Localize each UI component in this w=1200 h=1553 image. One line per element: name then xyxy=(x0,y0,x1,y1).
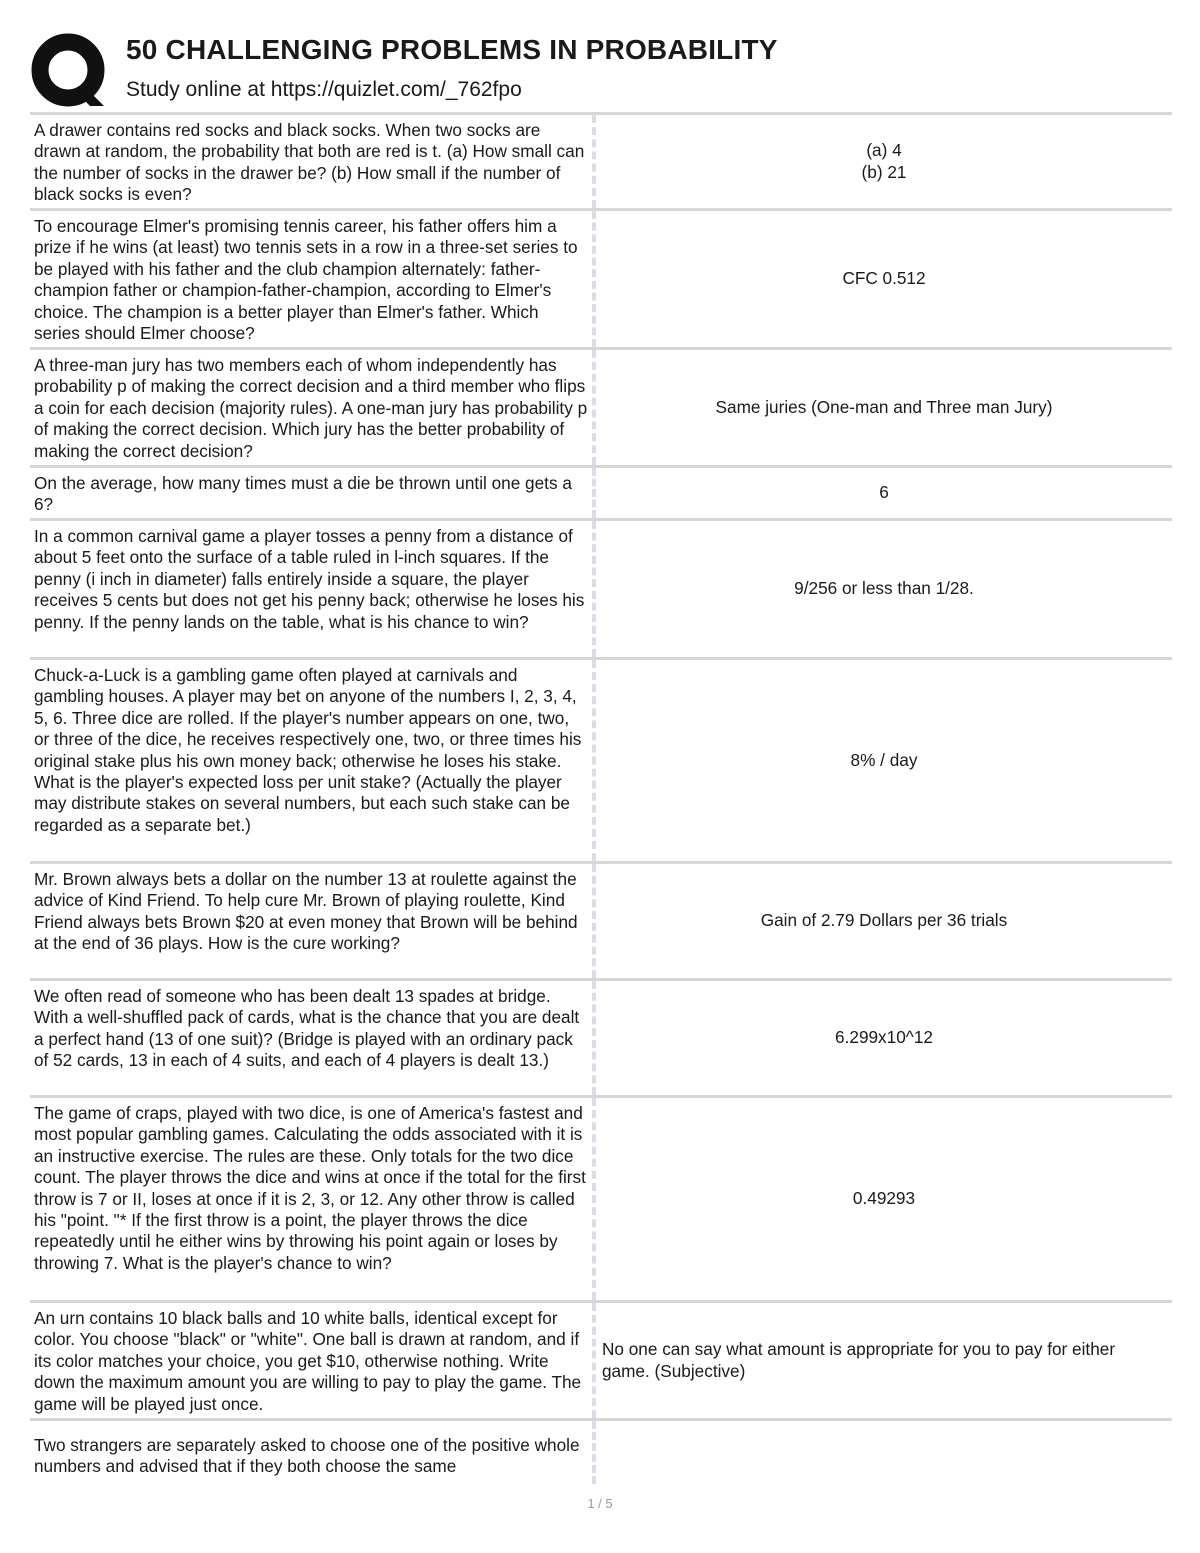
flashcard xyxy=(30,518,1172,657)
card-definition: (a) 4 (b) 21 xyxy=(861,140,907,182)
card-term: To encourage Elmer's promising tennis career, his father offers him a prize if he wins (at least) two tennis sets in a row in a three-set series to be played with his father and the club champion alternately: father-champion father or champion-father-champion, according to Elmer's choice. The champion is a better player than Elmer's father. Which series should Elmer choose? xyxy=(30,211,596,347)
flashcard xyxy=(30,1095,1172,1300)
flashcard xyxy=(30,861,1172,978)
flashcard xyxy=(30,465,1172,518)
card-definition: 8% / day xyxy=(850,749,918,770)
page-header xyxy=(28,28,1178,112)
card-term: We often read of someone who has been dealt 13 spades at bridge. With a well-shuffled pack of cards, what is the chance that you are dealt a perfect hand (13 of one suit)? (Bridge is played with an ordinary pack of 52 cards, 13 in each of 4 suits, and each of 4 players is dealt 13.) xyxy=(30,981,596,1095)
card-term: The game of craps, played with two dice, is one of America's fastest and most popular gambling games. Calculating the odds associated with it is an instructive exercise. The rules are these. Only totals for the two dice count. The player throws the dice and wins at once if the total for the first throw is 7 or II, loses at once if it is 2, 3, or 12. Any other throw is called his "point. "* If the first throw is a point, the player throws the dice repeatedly until he either wins by throwing his point again or loses by throwing 7. What is the player's chance to win? xyxy=(30,1098,596,1300)
page-title: 50 CHALLENGING PROBLEMS IN PROBABILITY xyxy=(126,34,778,65)
card-term: In a common carnival game a player tosses a penny from a distance of about 5 feet onto the surface of a table ruled in l-inch squares. If the penny (i inch in diameter) falls entirely inside a square, the player receives 5 cents but does not get his penny back; otherwise he loses his penny. If the penny lands on the table, what is his chance to win? xyxy=(30,521,596,657)
card-term: Chuck-a-Luck is a gambling game often played at carnivals and gambling houses. A player may bet on anyone of the numbers I, 2, 3, 4, 5, 6. Three dice are rolled. If the player's number appears on one, two, or three of the dice, he receives respectively one, two, or three times his original stake plus his own money back; otherwise he loses his stake. What is the player's expected loss per unit stake? (Actually the player may distribute stakes on several numbers, but each such stake can be regarded as a separate bet.) xyxy=(30,660,596,861)
card-definition: 6 xyxy=(879,482,889,503)
page-number: 1 / 5 xyxy=(587,1496,613,1511)
flashcard-list xyxy=(30,112,1172,1484)
card-definition: 0.49293 xyxy=(852,1188,916,1209)
flashcard xyxy=(30,978,1172,1095)
study-link[interactable]: Study online at https://quizlet.com/_762fpo xyxy=(126,78,522,101)
flashcard xyxy=(30,1418,1172,1484)
flashcard xyxy=(30,1300,1172,1418)
card-term: Two strangers are separately asked to choose one of the positive whole numbers and advised that if they both choose the same xyxy=(30,1421,596,1484)
card-definition: 9/256 or less than 1/28. xyxy=(794,578,974,599)
flashcard xyxy=(30,657,1172,861)
card-definition: CFC 0.512 xyxy=(842,268,926,289)
card-definition: No one can say what amount is appropriate for you to pay for either game. (Subjective) xyxy=(602,1339,1116,1381)
flashcard xyxy=(30,112,1172,208)
card-term: Mr. Brown always bets a dollar on the number 13 at roulette against the advice of Kind Friend. To help cure Mr. Brown of playing roulette, Kind Friend always bets Brown $20 at even money that Brown will be behind at the end of 36 plays. How is the cure working? xyxy=(30,864,596,978)
quizlet-q-logo-icon xyxy=(30,32,110,112)
card-term: A three-man jury has two members each of whom independently has probability p of making the correct decision and a third member who flips a coin for each decision (majority rules). A one-man jury has probability p of making the correct decision. Which jury has the better probability of making the correct decision? xyxy=(30,350,596,465)
flashcard xyxy=(30,208,1172,347)
card-term: An urn contains 10 black balls and 10 white balls, identical except for color. You choose "black" or "white". One ball is drawn at random, and if its color matches your choice, you get $10, otherwise nothing. Write down the maximum amount you are willing to pay to play the game. The game will be played just once. xyxy=(30,1303,596,1418)
card-definition: Gain of 2.79 Dollars per 36 trials xyxy=(760,910,1008,931)
card-term: A drawer contains red socks and black socks. When two socks are drawn at random, the probability that both are red is t. (a) How small can the number of socks in the drawer be? (b) How small if the number of black socks is even? xyxy=(30,115,596,208)
card-term: On the average, how many times must a die be thrown until one gets a 6? xyxy=(30,468,596,518)
card-definition: 6.299x10^12 xyxy=(835,1027,933,1048)
flashcard xyxy=(30,347,1172,465)
card-definition: Same juries (One-man and Three man Jury) xyxy=(715,396,1053,417)
